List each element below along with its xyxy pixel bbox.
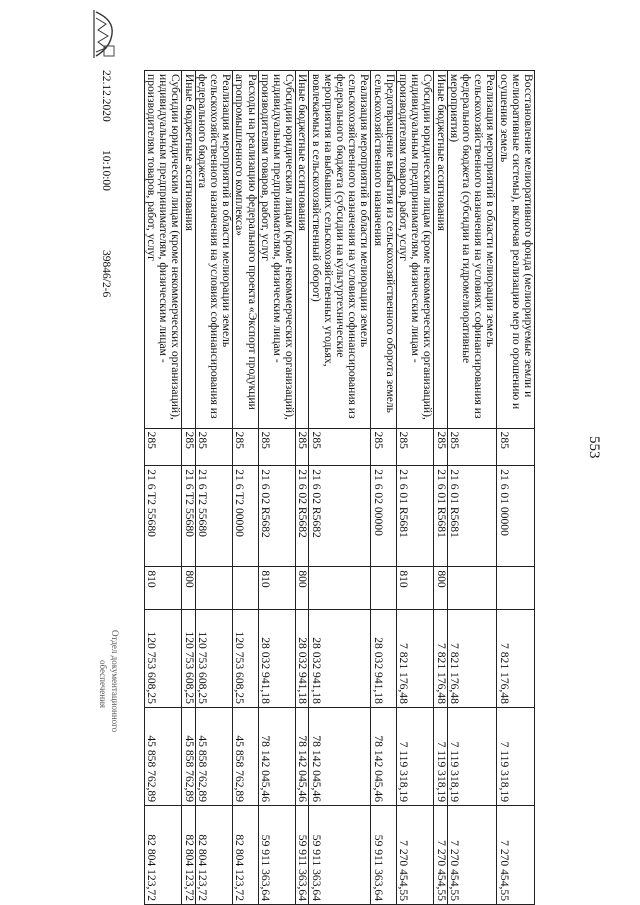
row-sum-2022: 78 142 045,46: [296, 707, 309, 805]
row-vr: [233, 567, 258, 609]
row-sum-2021: 28 032 941,18: [371, 609, 396, 707]
row-sum-2021: 28 032 941,18: [309, 609, 371, 707]
row-ved: 285: [396, 428, 434, 466]
row-name: Реализация мероприятий в области мелиорации земель сельскохозяйственного назначения на условиях софинансирования из федерального бюджета: [195, 71, 233, 429]
table-row: [497, 71, 535, 905]
row-name: Иные бюджетные ассигнования: [296, 71, 309, 429]
row-ved: 285: [447, 428, 497, 466]
row-sum-2023: 7 270 454,55: [434, 806, 447, 905]
row-sum-2021: 7 821 176,48: [434, 609, 447, 707]
row-sum-2022: 45 858 762,89: [233, 707, 258, 805]
row-name: Субсидии юридическим лицам (кроме некоммерческих организаций), индивидуальным предпринимателям, физическим лицам - производителям товаров, работ, услуг: [144, 71, 182, 429]
row-name: Субсидии юридическим лицам (кроме некоммерческих организаций), индивидуальным предпринимателям, физическим лицам - производителям товаров, работ, услуг: [258, 71, 296, 429]
row-sum-2021: 120 753 608,25: [144, 609, 182, 707]
row-ved: 285: [195, 428, 233, 466]
row-sum-2023: 59 911 363,64: [309, 806, 371, 905]
row-sum-2023: 59 911 363,64: [296, 806, 309, 905]
row-sum-2022: 7 119 318,19: [396, 707, 434, 805]
small-stamp-icon: [102, 44, 116, 58]
row-csr: 21 6 02 R5682: [309, 466, 371, 567]
table-row: [233, 71, 258, 905]
table-row: [296, 71, 309, 905]
row-vr: [309, 567, 371, 609]
footer-code: 39846/2-6: [100, 250, 112, 298]
row-name: Иные бюджетные ассигнования: [434, 71, 447, 429]
row-sum-2022: 45 858 762,89: [144, 707, 182, 805]
row-csr: 21 6 T2 55680: [144, 466, 182, 567]
row-sum-2021: 28 032 941,18: [296, 609, 309, 707]
row-sum-2023: 82 804 123,72: [195, 806, 233, 905]
row-csr: 21 6 02 R5682: [296, 466, 309, 567]
row-vr: 810: [396, 567, 434, 609]
stamp-line-2: обеспечения: [98, 660, 108, 709]
row-name: Субсидии юридическим лицам (кроме некоммерческих организаций), индивидуальным предпринимателям, физическим лицам - производителям товаров, работ, услуг: [396, 71, 434, 429]
row-name: Расходы на реализацию федерального проекта «Экспорт продукции агропромышленного комплекса»: [233, 71, 258, 429]
row-csr: 21 6 01 R5681: [434, 466, 447, 567]
row-sum-2023: 7 270 454,55: [396, 806, 434, 905]
row-ved: 285: [497, 428, 535, 466]
row-vr: [371, 567, 396, 609]
row-vr: [195, 567, 233, 609]
table-row: [309, 71, 371, 905]
row-vr: 810: [144, 567, 182, 609]
row-csr: 21 6 T2 55680: [195, 466, 233, 567]
row-csr: 21 6 02 00000: [371, 466, 396, 567]
row-sum-2023: 59 911 363,64: [371, 806, 396, 905]
row-sum-2021: 28 032 941,18: [258, 609, 296, 707]
row-sum-2023: 59 911 363,64: [258, 806, 296, 905]
table-row: [144, 71, 182, 905]
row-name: Восстановление мелиоративного фонда (мелиорируемые земли и мелиоративные системы), включая реализацию мер по орошению и осушению земель: [497, 71, 535, 429]
row-sum-2023: 82 804 123,72: [144, 806, 182, 905]
row-ved: 285: [309, 428, 371, 466]
row-sum-2023: 82 804 123,72: [233, 806, 258, 905]
row-sum-2021: 7 821 176,48: [447, 609, 497, 707]
row-sum-2021: 7 821 176,48: [396, 609, 434, 707]
row-csr: 21 6 T2 55680: [182, 466, 195, 567]
row-name: Реализация мероприятий в области мелиорации земель сельскохозяйственного назначения на условиях софинансирования из федерального бюджета (субсидии на гидромелиоративные мероприятия): [447, 71, 497, 429]
row-vr: [447, 567, 497, 609]
row-ved: 285: [258, 428, 296, 466]
footer-date: 22.12.2020: [100, 70, 112, 122]
row-ved: 285: [144, 428, 182, 466]
row-sum-2021: 120 753 608,25: [233, 609, 258, 707]
row-sum-2022: 78 142 045,46: [309, 707, 371, 805]
table-row: [195, 71, 233, 905]
row-sum-2022: 45 858 762,89: [182, 707, 195, 805]
row-csr: 21 6 T2 00000: [233, 466, 258, 567]
row-sum-2023: 7 270 454,55: [497, 806, 535, 905]
row-ved: 285: [371, 428, 396, 466]
page-number: 553: [586, 436, 602, 459]
row-sum-2022: 7 119 318,19: [434, 707, 447, 805]
row-ved: 285: [434, 428, 447, 466]
row-sum-2022: 45 858 762,89: [195, 707, 233, 805]
row-csr: 21 6 01 R5681: [396, 466, 434, 567]
row-sum-2021: 120 753 608,25: [195, 609, 233, 707]
table-row: [258, 71, 296, 905]
row-csr: 21 6 01 R5681: [447, 466, 497, 567]
row-sum-2022: 78 142 045,46: [371, 707, 396, 805]
row-vr: 800: [182, 567, 195, 609]
table-row: [434, 71, 447, 905]
row-sum-2022: 7 119 318,19: [497, 707, 535, 805]
row-sum-2021: 7 821 176,48: [497, 609, 535, 707]
row-vr: 800: [296, 567, 309, 609]
table-row: [396, 71, 434, 905]
row-sum-2023: 82 804 123,72: [182, 806, 195, 905]
row-csr: 21 6 01 00000: [497, 466, 535, 567]
budget-table: [144, 70, 535, 905]
row-sum-2021: 120 753 608,25: [182, 609, 195, 707]
row-vr: [497, 567, 535, 609]
table-row: [182, 71, 195, 905]
row-name: Иные бюджетные ассигнования: [182, 71, 195, 429]
row-sum-2022: 78 142 045,46: [258, 707, 296, 805]
table-row: [371, 71, 396, 905]
table-row: [447, 71, 497, 905]
row-name: Реализация мероприятий в области мелиорации земель сельскохозяйственного назначения на условиях софинансирования из федерального бюджета (субсидии на культуртехнические мероприятия на выбывших сельскохозяйственных угодьях, вовлекаемых в сельскохозяйственный оборот): [309, 71, 371, 429]
budget-table-body: [144, 71, 534, 905]
row-sum-2023: 7 270 454,55: [447, 806, 497, 905]
row-ved: 285: [296, 428, 309, 466]
stamp-line-1: Отдел документационного: [110, 630, 120, 733]
footer-time: 10:10:00: [100, 150, 112, 191]
row-vr: 800: [434, 567, 447, 609]
row-csr: 21 6 02 R5682: [258, 466, 296, 567]
row-vr: 810: [258, 567, 296, 609]
row-sum-2022: 7 119 318,19: [447, 707, 497, 805]
row-ved: 285: [182, 428, 195, 466]
row-name: Предотвращение выбытия из сельскохозяйственного оборота земель сельскохозяйственного назначения: [371, 71, 396, 429]
row-ved: 285: [233, 428, 258, 466]
